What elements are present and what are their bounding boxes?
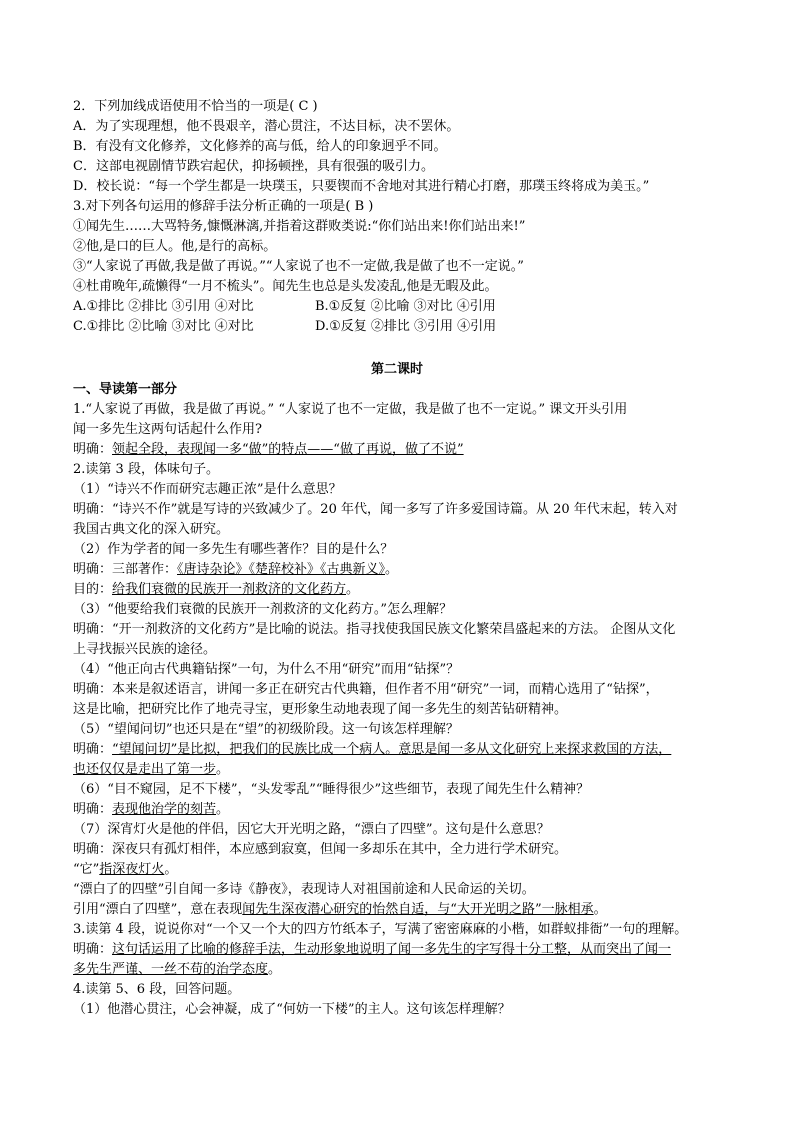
item-3-answer-line-1 (73, 940, 671, 959)
item-1-answer (73, 440, 464, 459)
answer-label: 明确： (73, 802, 113, 817)
answer-punct: 。 (216, 802, 230, 817)
answer-text: 《唐诗杂论》《楚辞校补》《古典新义》 (177, 562, 386, 577)
item-2-7-note-poem: “漂白了的四壁”引自闻一多诗《静夜》，表现诗人对祖国前途和人民命运的关切。 (73, 882, 535, 897)
item-2-6-question: （6）“目不窥园，足不下楼”，“头发零乱”“睡得很少”这些细节，表现了闻先生什么精神？ (73, 782, 590, 797)
question-3-sentence-1: ①闻先生……大骂特务,慷慨淋漓,并指着这群败类说:“你们站出来!你们站出来!” (73, 219, 526, 234)
section-title: 第二课时 (370, 362, 423, 377)
item-2-1-question: （1）“诗兴不作而研究志趣正浓”是什么意思？ (73, 482, 342, 497)
purpose-punct: 。 (346, 582, 360, 597)
item-1-question-line-1: 1.“人家说了再做，我是做了再说。” “人家说了也不一定做，我是做了也不一定说。” 课文开头引用 (73, 402, 628, 417)
item-2-1-answer-line-2: 我国古典文化的深入研究。 (73, 522, 230, 537)
question-2-option-c: C．这部电视剧情节跌宕起伏，抑扬顿挫，具有很强的吸引力。 (73, 159, 434, 174)
question-3-option-a: A.①排比 ②排比 ③引用 ④对比 (73, 299, 254, 314)
question-2-option-a: A．为了实现理想，他不畏艰辛，潜心贯注，不达目标，决不罢休。 (73, 119, 460, 134)
note-text: 闻先生深夜潜心研究的怡然自适，与“大开光明之路”一脉相承 (242, 902, 594, 917)
item-4-heading: 4.读第 5、6 段，回答问题。 (73, 982, 241, 997)
item-2-7-question: （7）深宵灯火是他的伴侣，因它大开光明之路，“漂白了四壁”。这句是什么意思？ (73, 822, 550, 837)
question-3-sentence-3: ③“人家说了再做,我是做了再说。”“人家说了也不一定做,我是做了也不一定说。” (73, 259, 524, 274)
question-2-option-d: D．校长说：“每一个学生都是一块璞玉，只要锲而不舍地对其进行精心打磨，那璞玉终将成为美玉。” (73, 179, 650, 194)
note-label: 引用“漂白了四壁”，意在表现 (73, 902, 243, 917)
answer-label: 明确：三部著作： (73, 562, 178, 577)
item-2-3-question: （3）“他要给我们衰微的民族开一剂救济的文化药方。”怎么理解？ (73, 602, 453, 617)
note-label: “它” (73, 862, 100, 877)
question-2-stem: 2．下列加线成语使用不恰当的一项是( C ) (73, 99, 318, 114)
item-2-5-answer-line-1 (73, 740, 671, 759)
answer-text: “望闻问切”是比拟，把我们的民族比成一个病人。意思是闻一多从文化研究上来探求救国的方法， (112, 742, 672, 757)
answer-punct: 。 (216, 762, 230, 777)
answer-punct: 。 (385, 562, 399, 577)
item-2-5-answer-line-2 (73, 760, 229, 779)
answer-label: 明确： (73, 742, 113, 757)
note-punct: 。 (164, 862, 178, 877)
question-3-option-b: B.①反复 ②比喻 ③对比 ④引用 (315, 299, 496, 314)
answer-text: 多先生严谨、一丝不苟的治学态度 (73, 962, 269, 977)
question-2-option-b: B．有没有文化修养，文化修养的高与低，给人的印象迥乎不同。 (73, 139, 447, 154)
question-3-sentence-4: ④杜甫晚年,疏懒得“一月不梳头”。闻先生也总是头发凌乱,他是无暇及此。 (73, 279, 498, 294)
item-3-question: 3.读第 4 段，说说你对“一个又一个大的四方竹纸本子，写满了密密麻麻的小楷，如群蚁排衙”一句的理解。 (73, 922, 688, 937)
purpose-label: 目的： (73, 582, 113, 597)
item-2-7-answer: 明确：深夜只有孤灯相伴，本应感到寂寞，但闻一多却乐在其中，全力进行学术研究。 (73, 842, 568, 857)
item-2-1-answer-line-1: 明确：“诗兴不作”就是写诗的兴致减少了。20 年代，闻一多写了许多爱国诗篇。从 20 年代末起，转入对 (73, 502, 678, 517)
note-punct: 。 (593, 902, 607, 917)
item-2-4-answer-line-2: 这是比喻，把研究比作了地壳寻宝，更形象生动地表现了闻一多先生的刻苦钻研精神。 (73, 702, 568, 717)
purpose-text: 给我们衰微的民族开一剂救济的文化药方 (112, 582, 347, 597)
note-text: 指深夜灯火 (99, 862, 165, 877)
item-2-2-purpose (73, 580, 359, 599)
item-1-question-line-2: 闻一多先生这两句话起什么作用? (73, 422, 262, 437)
item-2-heading: 2.读第 3 段，体味句子。 (73, 462, 219, 477)
item-2-2-question: （2）作为学者的闻一多先生有哪些著作？目的是什么？ (73, 542, 394, 557)
item-4-1-question: （1）他潜心贯注，心会神凝，成了“何妨一下楼”的主人。这句该怎样理解？ (73, 1002, 511, 1017)
item-2-7-note-quote (73, 900, 607, 919)
question-3-sentence-2: ②他,是口的巨人。他,是行的高标。 (73, 239, 277, 254)
item-2-2-answer (73, 560, 398, 579)
answer-text: 表现他治学的刻苦 (112, 802, 217, 817)
answer-punct: 。 (268, 962, 282, 977)
question-3-stem: 3.对下列各句运用的修辞手法分析正确的一项是( B ) (73, 199, 374, 214)
item-2-3-answer-line-2: 上寻找振兴民族的途径。 (73, 642, 217, 657)
item-2-7-note-it (73, 860, 177, 879)
item-2-4-answer-line-1: 明确：本来是叙述语言，讲闻一多正在研究古代典籍，但作者不用“研究”一词，而精心选用了“钻探”， (73, 682, 659, 697)
answer-label: 明确： (73, 442, 113, 457)
item-2-6-answer (73, 800, 229, 819)
item-2-4-question: （4）“他正向古代典籍钻探”一句，为什么不用“研究”而用“钻探”？ (73, 662, 460, 677)
question-3-option-c: C.①排比 ②比喻 ③对比 ④对比 (73, 319, 254, 334)
answer-label: 明确： (73, 942, 113, 957)
item-2-5-question: （5）“望闻问切”也还只是在“望”的初级阶段。这一句该怎样理解？ (73, 722, 459, 737)
item-2-3-answer-line-1: 明确：“开一剂救济的文化药方”是比喻的说法。指寻找使我国民族文化繁荣昌盛起来的方法。 企图从文化 (73, 622, 676, 637)
answer-text: 这句话运用了比喻的修辞手法，生动形象地说明了闻一多先生的字写得十分工整，从而突出了闻一 (112, 942, 672, 957)
answer-text: 也还仅仅是走出了第一步 (73, 762, 217, 777)
answer-text: 领起全段，表现闻一多“做”的特点——“做了再说，做了不说” (112, 442, 464, 457)
item-3-answer-line-2 (73, 960, 281, 979)
question-3-option-d: D.①反复 ②排比 ③引用 ④引用 (315, 319, 497, 334)
part-1-title: 一、导读第一部分 (73, 382, 178, 397)
